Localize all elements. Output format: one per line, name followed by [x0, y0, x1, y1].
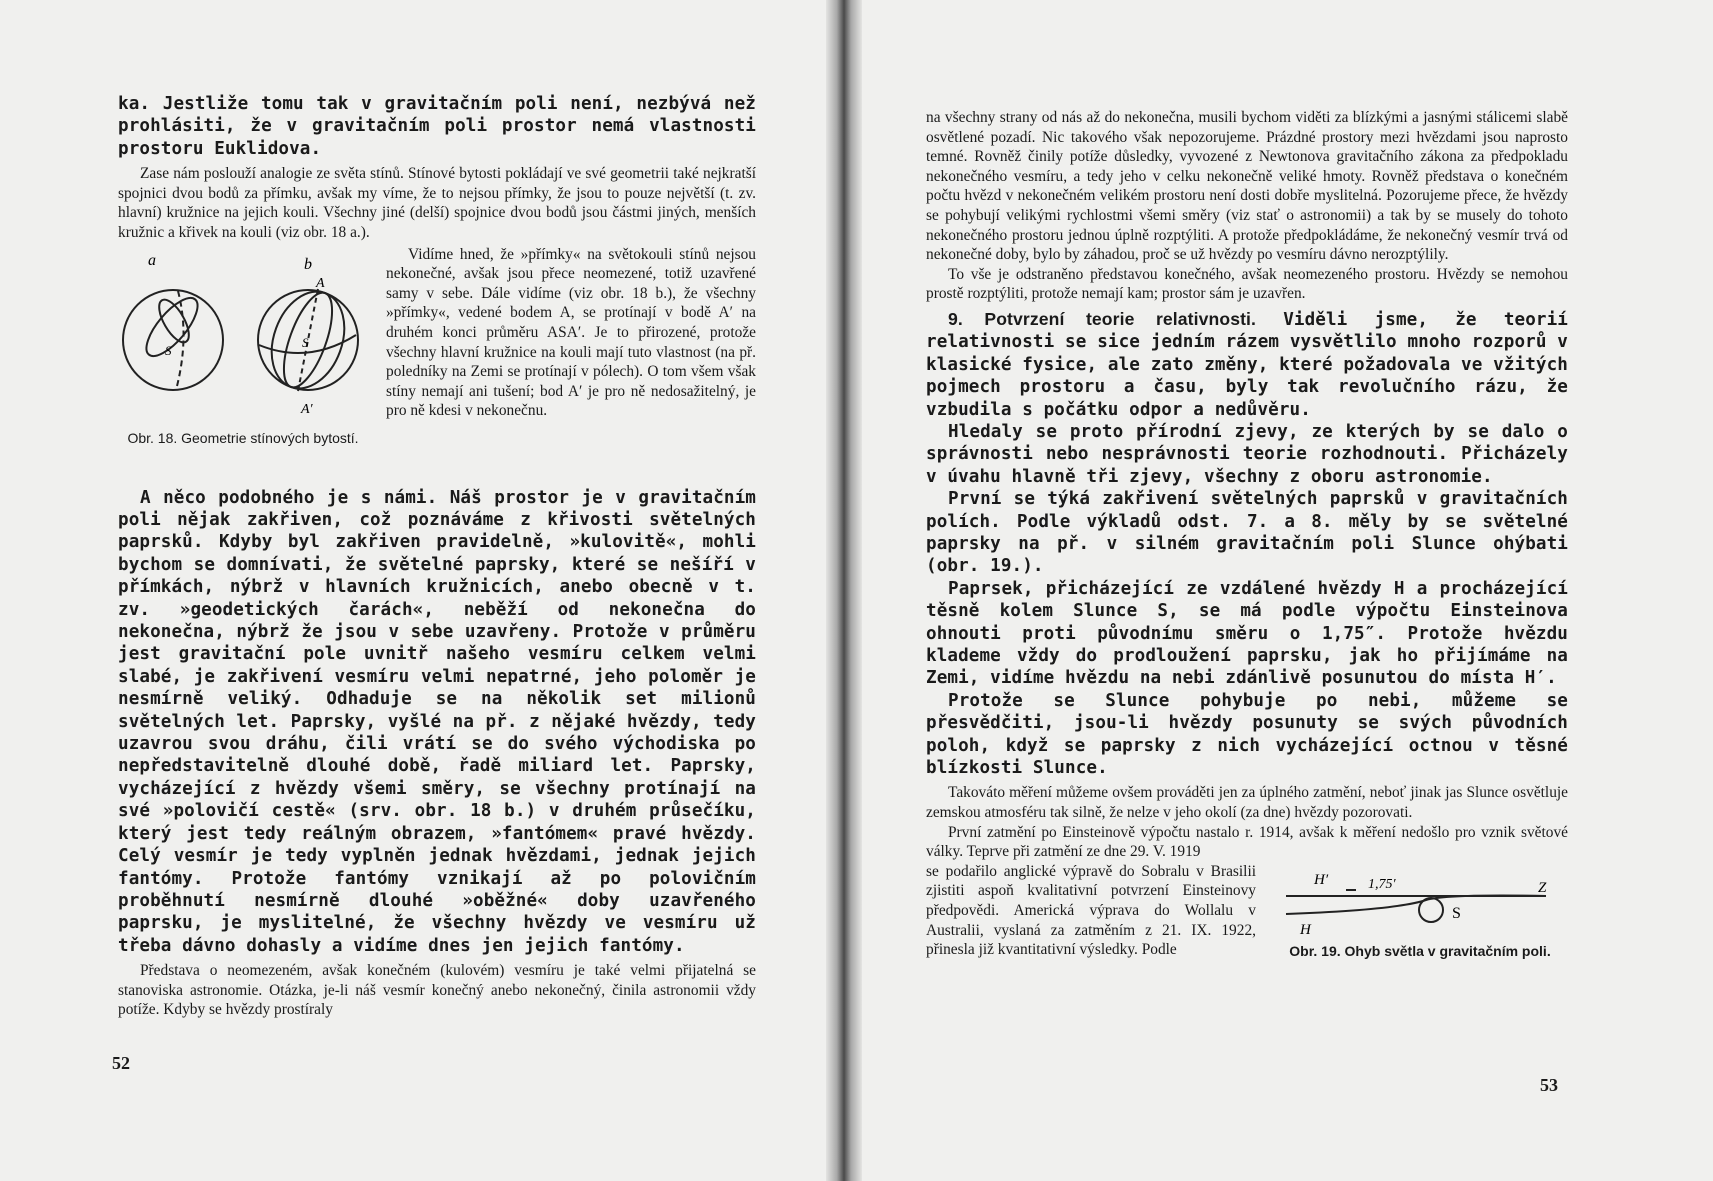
- right-paragraph-3: [926, 308, 1568, 421]
- right-paragraph-8: Takováto měření můžeme ovšem prováděti jen za úplného zatmění, neboť jinak jas Slunce osvětluje zemskou atmosféru tak silně, že nelze v jeho okolí (za dne) hvězdy pozorovati.: [926, 784, 1568, 822]
- left-paragraph-4: A něco podobného je s námi. Náš prostor je v gravitačním poli nějak zakřiven, což poznáváme z křivosti světelných paprsků. Kdyby byl zakřiven pravidelně, »kulovitě«, mohli bychom se domnívati, že světelné paprsky, které se nešíří v přímkách, nýbrž v hlavních kružnicích, anebo obecně v t. zv. »geodetických čarách«, neběží od nekonečna do nekonečna, nýbrž že jsou v sebe uzavřeny. Protože v průměru jest gravitační pole uvnitř našeho vesmíru celkem velmi slabé, je zakřivení vesmíru velmi nepatrné, jeho poloměr je nesmírně veliký. Odhaduje se na několik set milionů světelných let. Paprsky, vyšlé na př. z nějaké hvězdy, tedy uzavrou svou dráhu, čili vrátí se do svého východiska po nepředstavitelně dlouhé době, řadě miliard let. Paprsky, vycházející z hvězdy všemi směry, se všechny protínají na své »polovičí cestě« (srv. obr. 18 b.) v druhém průsečíku, který jest tedy reálným obrazem, »fantómem« pravé hvězdy. Celý vesmír je tedy vyplněn jednak hvězdami, jednak jejich fantómy. Protože fantómy vznikají až po polovičním proběhnutí nesmírně dlouhé »oběžné« doby uzavřeného paprsku, je myslitelné, že všechny hvězdy ve vesmíru už třeba dávno dohasly a vidíme dnes jen jejich fantómy.: [118, 487, 756, 956]
- fig18-label-s-b: S: [302, 334, 309, 350]
- fig18-label-s-a: S: [165, 342, 172, 358]
- left-page-number: 52: [112, 1053, 130, 1073]
- right-paragraph-10: se podařilo anglické výpravě do Sobralu v Brasilii zjistiti aspoň kvalitativní potvrzení Einsteinovy předpovědi. Americká výprava do Wollalu v Australii, vyslaná za zatměním z 21. IX. 1922, přinesla již kvantitativní výsledky. Podle: [926, 862, 1256, 959]
- right-paragraph-2: To vše je odstraněno představou konečného, avšak neomezeného prostoru. Hvězdy se nemohou prostě rozptýliti, protože nemají kam; prostor sám je uzavřen.: [926, 265, 1568, 303]
- fig19-label-h-prime: H′: [1314, 871, 1329, 888]
- left-text-column: [118, 93, 756, 1020]
- left-paragraph-5: Představa o neomezeném, avšak konečném (kulovém) vesmíru je také velmi přijatelná se stanoviska astronomie. Otázka, je-li náš vesmír konečný anebo nekonečný, činila astronomii vždy potíže. Kdyby se hvězdy prostíraly: [118, 962, 756, 1019]
- figure-19-drawing: [1276, 862, 1566, 942]
- fig18-label-a: a: [148, 251, 156, 269]
- sun-circle: [1419, 898, 1443, 922]
- figure-18-caption: Obr. 18. Geometrie stínových bytostí.: [127, 429, 359, 446]
- figure-18: [118, 245, 756, 485]
- fig18-label-A2: A′: [301, 401, 313, 417]
- sphere-a: [123, 290, 223, 390]
- figure-18-drawing: [118, 245, 368, 485]
- right-page-number: 53: [1540, 1075, 1558, 1095]
- section-body: Viděli jsme, že teorií relativnosti se sice jedním rázem vysvětlilo mnoho rozporů v klasické fysice, ale zato změny, které požadovala ve vžitých pojmech prostoru a času, byly tak revolučního rázu, že vzbudila s počátku odpor a nedůvěru.: [926, 309, 1568, 420]
- figure-19-caption: Obr. 19. Ohyb světla v gravitačním poli.: [1289, 942, 1551, 959]
- book-gutter: [826, 0, 862, 1181]
- right-paragraph-6: Paprsek, přicházející ze vzdálené hvězdy H a procházející těsně kolem Slunce S, se má podle výpočtu Einsteinova ohnouti proti původnímu směru o 1,75″. Protože hvězdu klademe vždy do prodloužení paprsku, jak ho přijímáme na Zemi, vidíme hvězdu na nebi zdánlivě posunutou do místa H′.: [926, 578, 1568, 689]
- right-paragraph-1: na všechny strany od nás až do nekonečna, musili bychom viděti za blízkými a jasnými stálicemi slabě osvětlené pozadí. Nic takového však nepozorujeme. Prázdné prostory mezi hvězdami jsou naprosto temné. Rovněž činily potíže důsledky, vyvozené z Newtonova gravitačního zákona za předpokladu nekonečného vesmíru, a tedy jeho v celku nekonečně veliké hmoty. Rovněž představa o konečném počtu hvězd v nekonečném velikém prostoru není dosti dobře myslitelná. Pozorujeme přece, že hvězdy se pohybují velikými rychlostmi všemi směry (viz stať o astronomii) a tak by se musely do tohoto nekonečného prostoru jednou úplně rozptýliti. A protože předpokládáme, že nekonečný vesmír trvá od nekonečné doby, bylo by záhadou, proč se už hvězdy po vesmíru dávno nerozptýlily.: [926, 109, 1568, 264]
- figure-19: [926, 862, 1568, 980]
- fig19-label-s: S: [1452, 904, 1461, 922]
- section-title: 9. Potvrzení teorie relativnosti.: [948, 308, 1257, 329]
- fig18-label-A: A: [316, 275, 325, 291]
- fig19-label-angle: 1,75′: [1368, 876, 1396, 892]
- fig19-label-h: H: [1300, 921, 1311, 938]
- right-paragraph-9: První zatmění po Einsteinově výpočtu nastalo r. 1914, avšak k měření nedošlo pro vznik světové války. Teprve při zatmění ze dne 29. V. 1919: [926, 823, 1568, 861]
- fig18-label-b: b: [304, 255, 312, 273]
- left-page: [0, 0, 838, 1181]
- fig19-label-z: Z: [1538, 879, 1547, 896]
- right-paragraph-7: Protože se Slunce pohybuje po nebi, můžeme se přesvědčiti, jsou-li hvězdy posunuty se svých původních poloh, když se paprsky z nich vycházející octnou v těsné blízkosti Slunce.: [926, 690, 1568, 779]
- right-paragraph-5: První se týká zakřivení světelných paprsků v gravitačních polích. Podle výkladů odst. 7. a 8. měly by se světelné paprsky na př. v silném gravitačním poli Slunce ohýbati (obr. 19.).: [926, 489, 1568, 577]
- light-ray: [1286, 890, 1546, 914]
- right-text-column: [926, 108, 1568, 980]
- right-paragraph-4: Hledaly se proto přírodní zjevy, ze kterých by se dalo o správnosti nebo nesprávnosti teorie rozhodnouti. Přicházely v úvahu hlavně tři zjevy, všechny z oboru astronomie.: [926, 421, 1568, 487]
- left-paragraph-3: Vidíme hned, že »přímky« na světokouli stínů nejsou nekonečné, avšak jsou přece neomezené, totiž uzavřené samy v sebe. Dále vidíme (viz obr. 18 b.), že všechny »přímky«, vedené bodem A, se protínají v bodě A′ na druhém konci průměru ASA′. Je to přirozené, protože všechny hlavní kružnice na kouli mají tuto vlastnost (na př. poledníky na Zemi se protínají v pólech). O tom všem však stíny nemají ani tušení; bod A′ je pro ně nedosažitelný, je pro ně kdesi v nekonečnu.: [386, 245, 756, 420]
- left-paragraph-2: Zase nám poslouží analogie ze světa stínů. Stínové bytosti pokládají ve své geometrii také nejkratší spojnici dvou bodů za přímku, avšak my víme, že to nejsou přímky, že jsou to pouze největší (t. zv. hlavní) kružnice na jejich kouli. Všechny jiné (delší) spojnice dvou bodů jsou částmi jiných, menších kružnic a křivek na kouli (viz obr. 18 a.).: [118, 165, 756, 241]
- left-paragraph-1: ka. Jestliže tomu tak v gravitačním poli není, nezbývá než prohlásiti, že v gravitačním poli prostor nemá vlastnosti prostoru Euklidova.: [118, 94, 756, 159]
